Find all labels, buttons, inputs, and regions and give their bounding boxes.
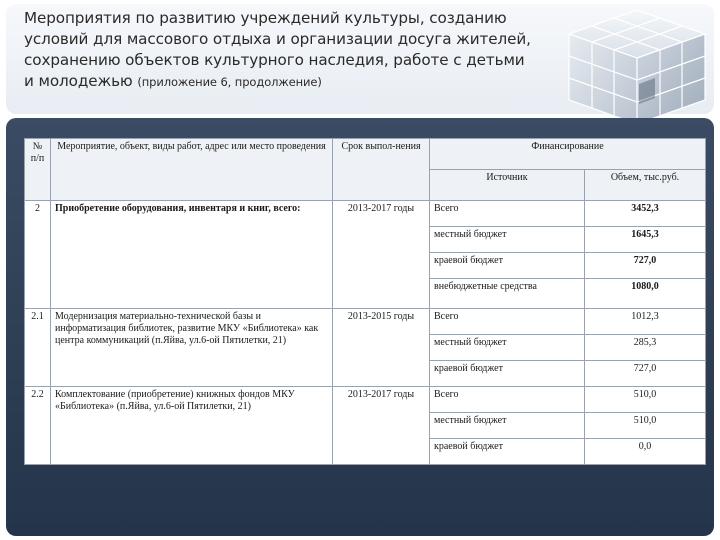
- row-volume: 1080,0: [585, 279, 706, 309]
- table-header-row: [25, 139, 706, 170]
- row-volume: 727,0: [585, 361, 706, 387]
- row-source: местный бюджет: [430, 413, 585, 439]
- row-source: местный бюджет: [430, 335, 585, 361]
- table-row: [25, 201, 706, 227]
- row-num: 2.1: [25, 309, 51, 387]
- row-period: 2013-2017 годы: [333, 387, 430, 465]
- row-num: 2.2: [25, 387, 51, 465]
- header-financing: Финансирование: [430, 139, 706, 170]
- cube-decoration-icon: [555, 4, 720, 129]
- row-source: внебюджетные средства: [430, 279, 585, 309]
- table-row: [25, 309, 706, 335]
- row-volume: 510,0: [585, 413, 706, 439]
- row-source: Всего: [430, 387, 585, 413]
- row-event: Приобретение оборудования, инвентаря и книг, всего:: [51, 201, 333, 309]
- slide-title: [24, 8, 534, 93]
- table-row: [25, 387, 706, 413]
- row-source: краевой бюджет: [430, 253, 585, 279]
- row-event: Комплектование (приобретение) книжных фондов МКУ «Библиотека» (п.Яйва, ул.6-ой Пятилетки, 21): [51, 387, 333, 465]
- row-event: Модернизация материально-технической базы и информатизация библиотек, развитие МКУ «Библиотека» как центра коммуникаций (п.Яйва, ул.6-ой Пятилетки, 21): [51, 309, 333, 387]
- row-source: краевой бюджет: [430, 439, 585, 465]
- row-source: краевой бюджет: [430, 361, 585, 387]
- row-source: Всего: [430, 309, 585, 335]
- header-num: № п/п: [25, 139, 51, 201]
- header-source: Источник: [430, 170, 585, 201]
- slide-title-note: (приложение 6, продолжение): [137, 75, 322, 89]
- row-volume: 510,0: [585, 387, 706, 413]
- header-volume: Объем, тыс.руб.: [585, 170, 706, 201]
- row-volume: 1645,3: [585, 227, 706, 253]
- row-volume: 1012,3: [585, 309, 706, 335]
- row-volume: 0,0: [585, 439, 706, 465]
- row-period: 2013-2017 годы: [333, 201, 430, 309]
- row-period: 2013-2015 годы: [333, 309, 430, 387]
- row-volume: 285,3: [585, 335, 706, 361]
- row-source: Всего: [430, 201, 585, 227]
- row-num: 2: [25, 201, 51, 309]
- header-period: Срок выпол-нения: [333, 139, 430, 201]
- financing-table: [24, 138, 706, 465]
- header-event: Мероприятие, объект, виды работ, адрес или место проведения: [51, 139, 333, 201]
- row-volume: 727,0: [585, 253, 706, 279]
- slide-title-main: Мероприятия по развитию учреждений культуры, созданию условий для массового отдыха и организации досуга жителей, сохранению объектов культурного наследия, работе с детьми и молодежью: [24, 9, 531, 90]
- row-volume: 3452,3: [585, 201, 706, 227]
- row-source: местный бюджет: [430, 227, 585, 253]
